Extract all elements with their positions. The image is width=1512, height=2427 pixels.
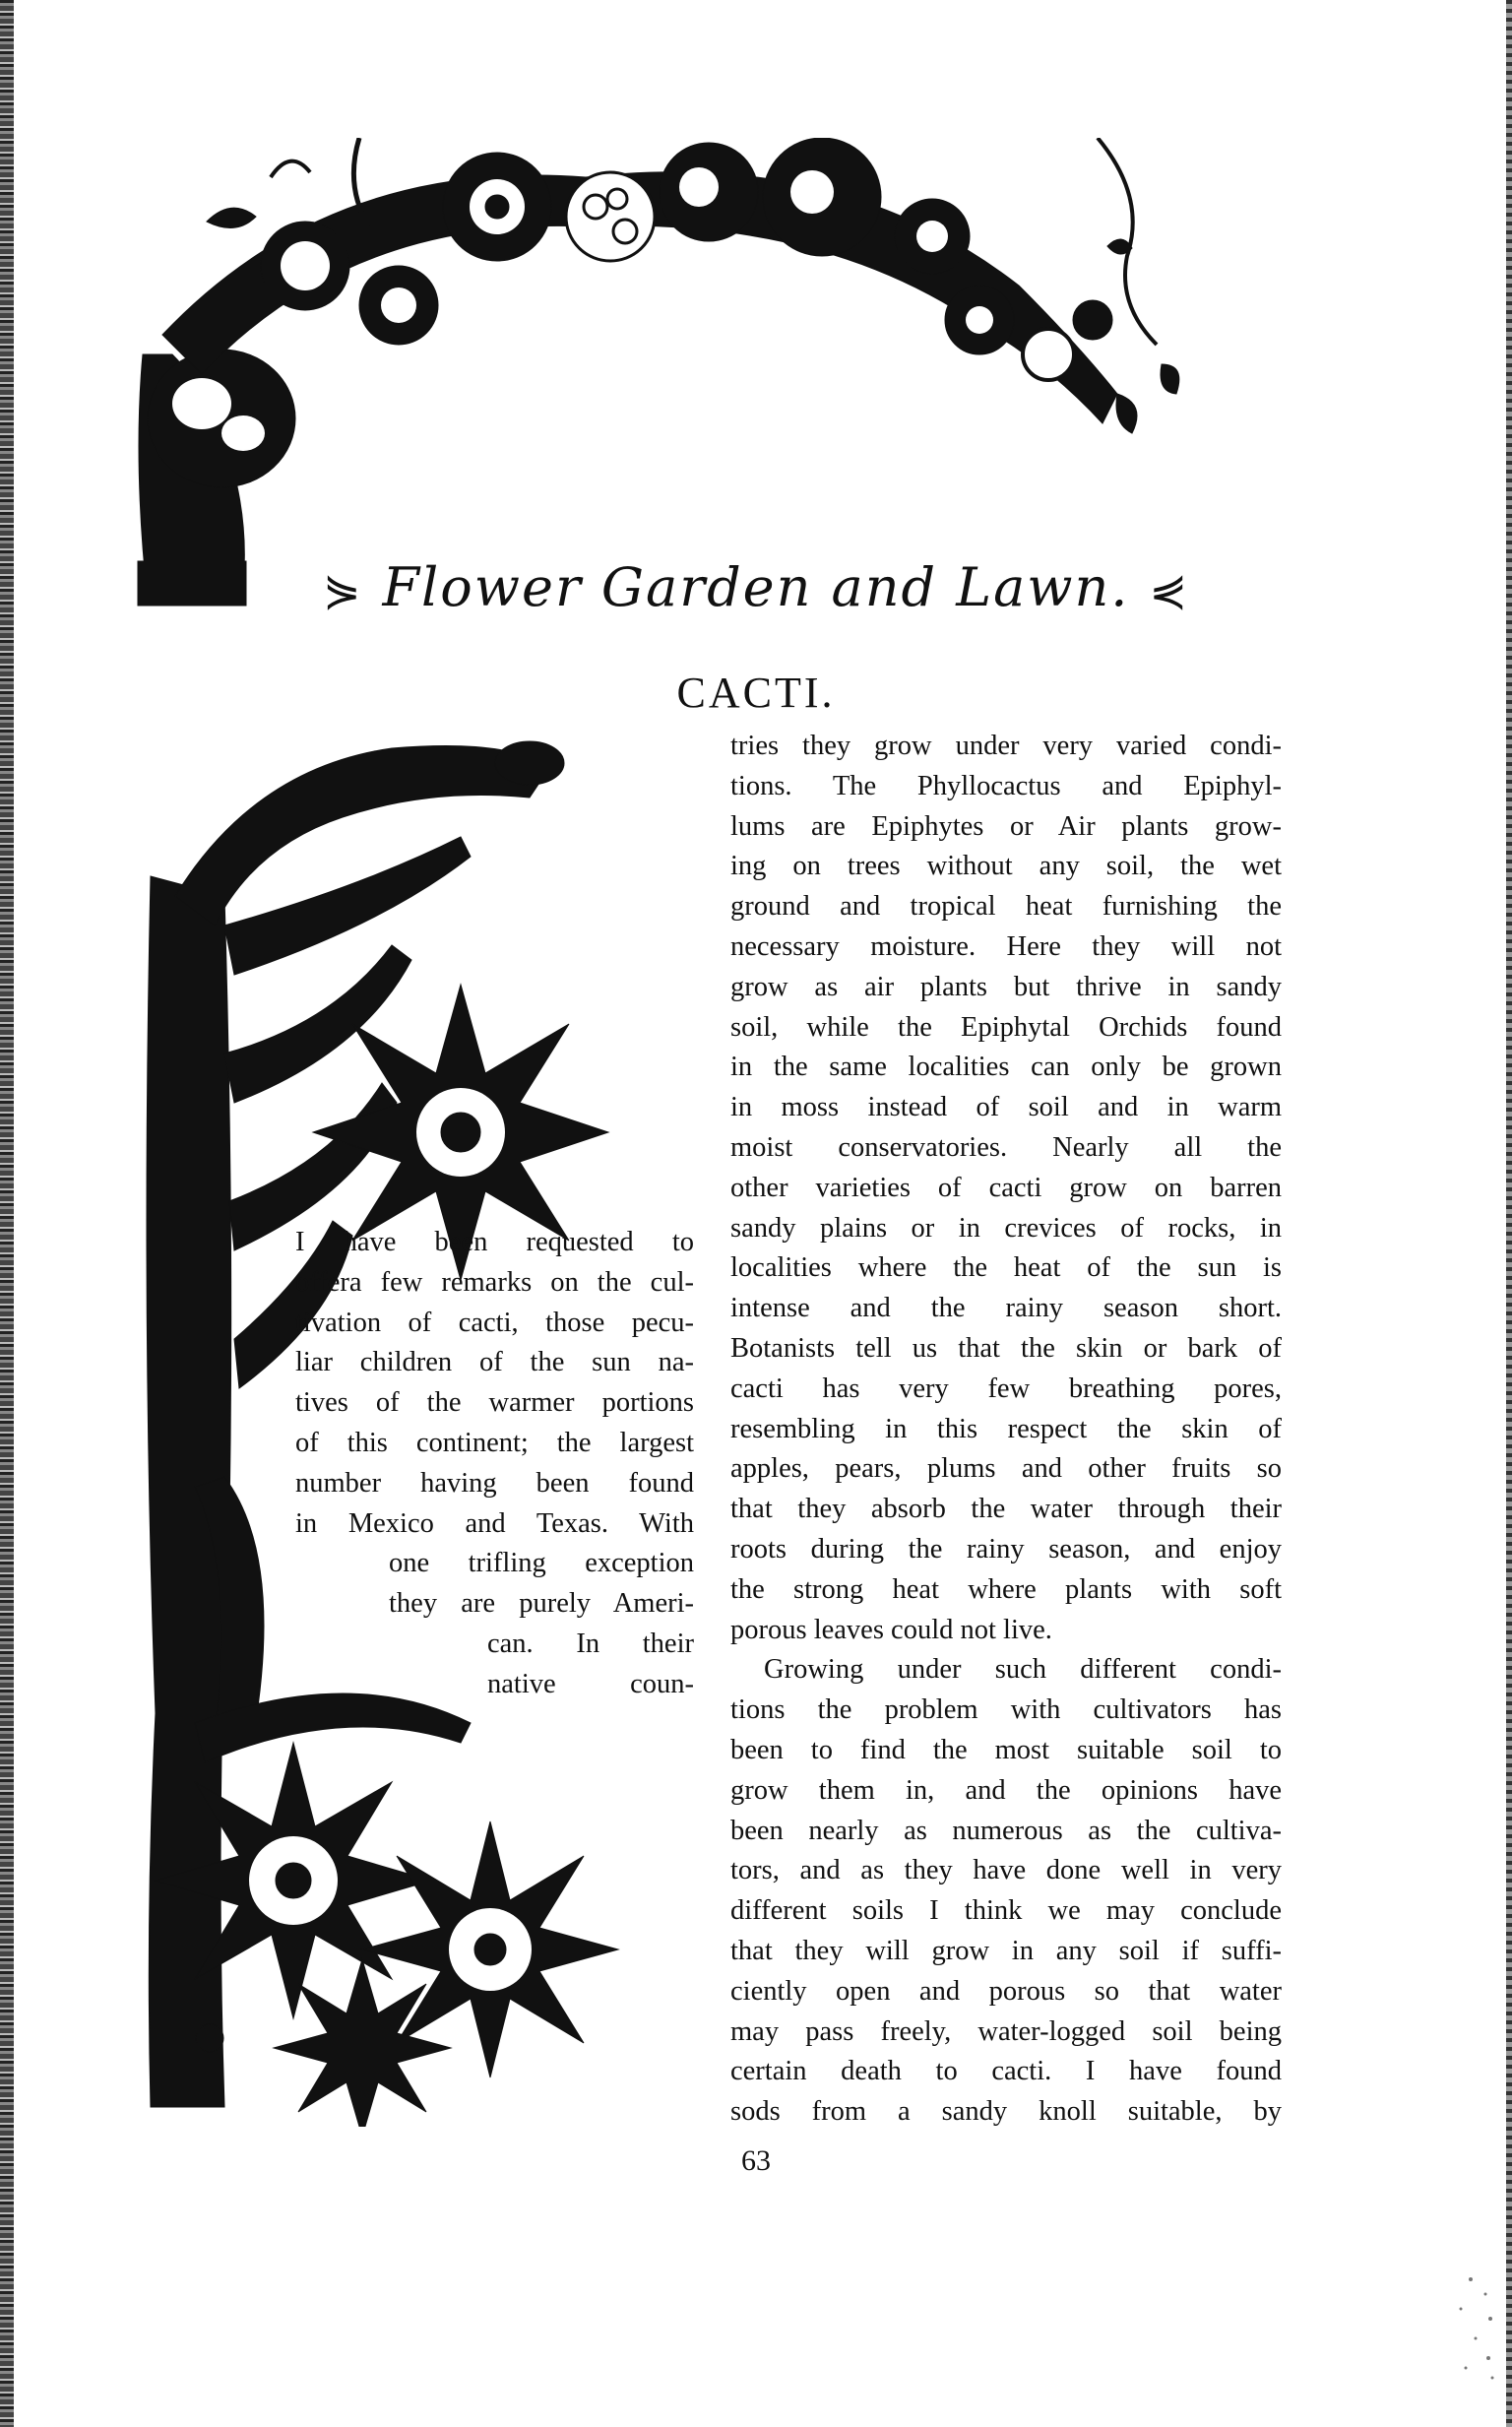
text-line: intense and the rainy season short. <box>730 1293 1282 1324</box>
text-line: apples, pears, plums and other fruits so <box>730 1453 1282 1485</box>
text-line: Growing under such different condi- <box>764 1654 1282 1686</box>
text-line: porous leaves could not live. <box>730 1614 1052 1645</box>
text-line: tors, and as they have done well in very <box>730 1855 1282 1886</box>
text-line: grow as air plants but thrive in sandy <box>730 971 1282 1002</box>
text-line: tions. The Phyllocactus and Epiphyl- <box>730 770 1282 801</box>
text-line: number having been found <box>295 1467 694 1499</box>
scan-edge-right <box>1506 0 1512 2427</box>
text-line: they are purely Ameri- <box>389 1588 694 1620</box>
text-line: in moss instead of soil and in warm <box>730 1092 1282 1123</box>
text-line: in the same localities can only be grown <box>730 1052 1282 1083</box>
section-header-text: Flower Garden and Lawn. <box>382 556 1130 618</box>
text-line: sods from a sandy knoll suitable, by <box>730 2096 1282 2128</box>
text-line: roots during the rainy season, and enjoy <box>730 1533 1282 1565</box>
text-line: I have been requested to <box>295 1227 694 1257</box>
text-line: tivation of cacti, those pecu- <box>295 1307 694 1338</box>
text-line: ing on trees without any soil, the wet <box>730 851 1282 882</box>
text-line: that they will grow in any soil if suffi- <box>730 1935 1282 1966</box>
page-number: 63 <box>741 2144 771 2177</box>
scan-edge-left <box>0 0 14 2427</box>
text-line: tries they grow under very varied condi- <box>730 731 1282 761</box>
text-line: tives of the warmer portions <box>295 1387 694 1419</box>
text-line: different soils I think we may conclude <box>730 1895 1282 1927</box>
text-line: cacti has very few breathing pores, <box>730 1373 1282 1404</box>
left-column-text <box>295 1223 694 1705</box>
text-line: the strong heat where plants with soft <box>730 1573 1282 1605</box>
text-line: localities where the heat of the sun is <box>730 1252 1282 1284</box>
text-line: native coun- <box>487 1668 694 1699</box>
text-line: liar children of the sun na- <box>295 1347 694 1378</box>
text-line: certain death to cacti. I have found <box>730 2056 1282 2087</box>
text-line: lums are Epiphytes or Air plants grow- <box>730 810 1282 842</box>
text-line: soil, while the Epiphytal Orchids found <box>730 1011 1282 1043</box>
text-line: can. In their <box>487 1628 694 1659</box>
text-line: other varieties of cacti grow on barren <box>730 1172 1282 1203</box>
text-line: ciently open and porous so that water <box>730 1975 1282 2007</box>
ornament-left: ⋟ <box>322 563 363 616</box>
text-line: resembling in this respect the skin of <box>730 1413 1282 1444</box>
ornament-right: ⋞ <box>1149 563 1190 616</box>
text-line: tions the problem with cultivators has <box>730 1694 1282 1726</box>
right-column-text <box>730 727 1282 2133</box>
text-line: sandy plains or in crevices of rocks, in <box>730 1212 1282 1244</box>
text-line: Botanists tell us that the skin or bark of <box>730 1332 1282 1364</box>
text-line: of this continent; the largest <box>295 1427 694 1458</box>
text-line: in Mexico and Texas. With <box>295 1507 694 1539</box>
text-line: may pass freely, water-logged soil being <box>730 2015 1282 2047</box>
scan-speckle <box>1431 2260 1500 2388</box>
text-line: been to find the most suitable soil to <box>730 1734 1282 1765</box>
text-line: offera few remarks on the cul- <box>295 1266 694 1298</box>
text-line: necessary moisture. Here they will not <box>730 930 1282 962</box>
article-title: CACTI. <box>676 669 836 717</box>
text-line: ground and tropical heat furnishing the <box>730 891 1282 923</box>
text-line: been nearly as numerous as the cultiva- <box>730 1815 1282 1846</box>
section-header-title <box>0 556 1512 618</box>
text-line: that they absorb the water through their <box>730 1494 1282 1525</box>
text-line: moist conservatories. Nearly all the <box>730 1131 1282 1163</box>
text-line: one trifling exception <box>389 1548 694 1579</box>
text-line: grow them in, and the opinions have <box>730 1774 1282 1806</box>
